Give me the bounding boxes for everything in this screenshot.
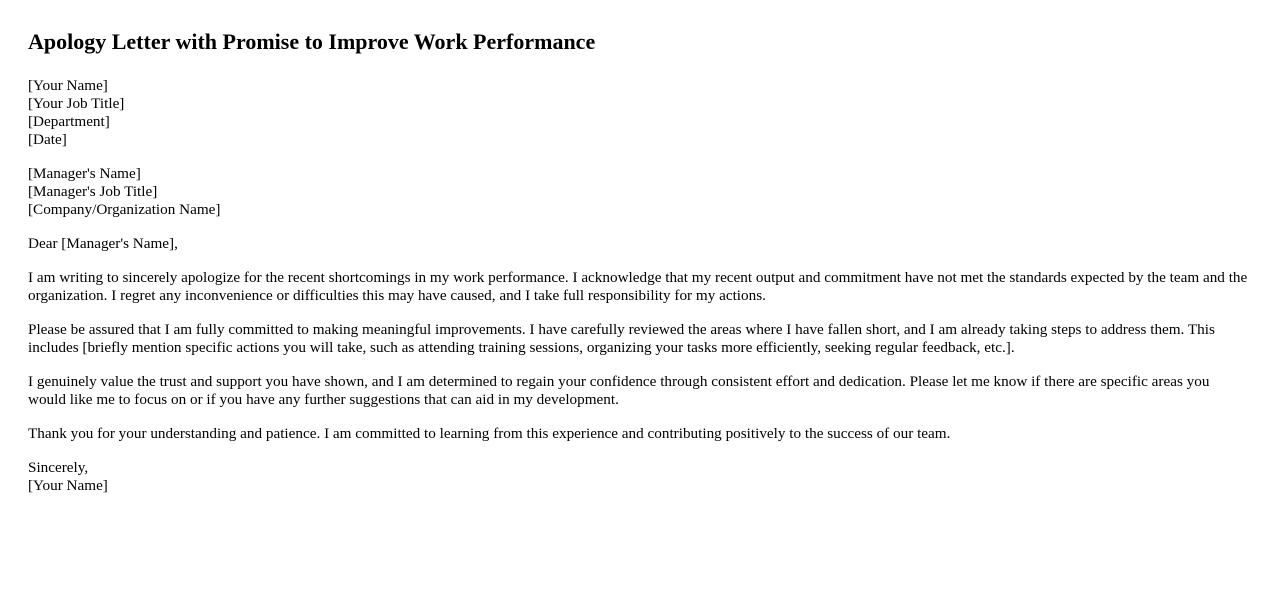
sender-block: [28, 77, 1250, 149]
body-paragraph-thanks: Thank you for your understanding and patience. I am committed to learning from this experience and contributing positively to the success of our team.: [28, 425, 951, 442]
sender-name: [Your Name]: [28, 77, 108, 94]
body-paragraph-apology: I am writing to sincerely apologize for the recent shortcomings in my work performance. I acknowledge that my recent output and commitment have not met the standards expected by the team and the organization. I regret any inconvenience or difficulties this may have caused, and I take full responsibility for my actions.: [28, 269, 1248, 304]
signature: [Your Name]: [28, 477, 108, 494]
closing-block: [28, 459, 1250, 495]
sender-department: [Department]: [28, 113, 110, 130]
valediction: Sincerely,: [28, 459, 89, 476]
salutation: Dear [Manager's Name],: [28, 235, 178, 252]
body-paragraph-trust: I genuinely value the trust and support you have shown, and I am determined to regain your confidence through consistent effort and dedication. Please let me know if there are specific areas you would like me to focus on or if you have any further suggestions that can aid in my development.: [28, 373, 1210, 408]
recipient-name: [Manager's Name]: [28, 165, 141, 182]
body-paragraph-commitment: Please be assured that I am fully committed to making meaningful improvements. I have carefully reviewed the areas where I have fallen short, and I am already taking steps to address them. This includes [briefly mention specific actions you will take, such as attending training sessions, organizing your tasks more efficiently, seeking regular feedback, etc.].: [28, 321, 1215, 356]
sender-job-title: [Your Job Title]: [28, 95, 125, 112]
page-title: Apology Letter with Promise to Improve Work Performance: [28, 29, 596, 54]
recipient-block: [28, 165, 1250, 219]
sender-date: [Date]: [28, 131, 67, 148]
recipient-company: [Company/Organization Name]: [28, 201, 221, 218]
recipient-job-title: [Manager's Job Title]: [28, 183, 158, 200]
